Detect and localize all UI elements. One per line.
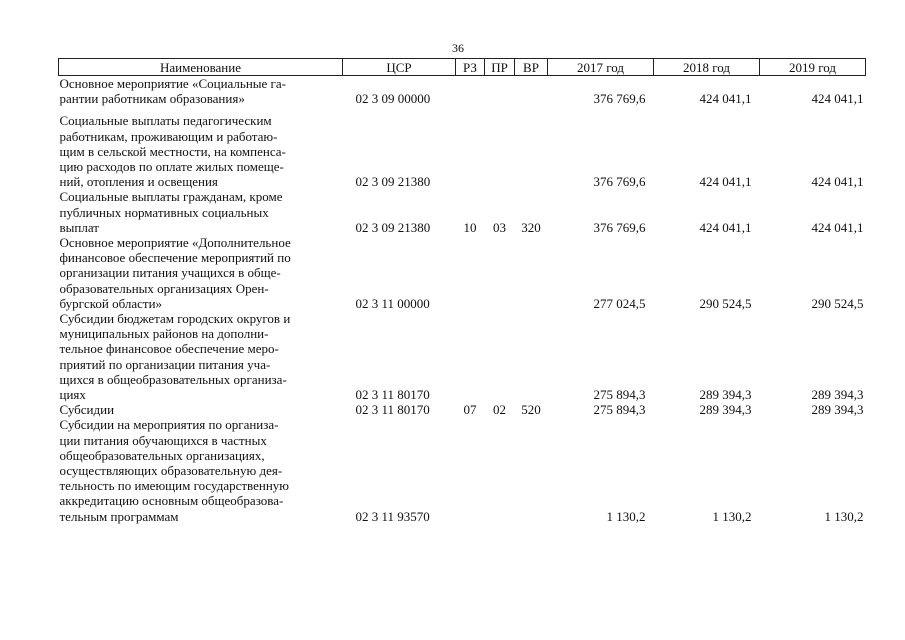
- name-line: рантии работникам образования»: [59, 91, 245, 107]
- cell-name: [59, 235, 343, 311]
- cell-pr: [485, 76, 515, 107]
- name-line: тельность по имеющим государственную: [59, 478, 289, 494]
- name-line: работникам, проживающим и работаю-: [59, 128, 278, 144]
- table-header: [59, 59, 866, 76]
- table-row: [59, 402, 866, 417]
- cell-name: [59, 402, 343, 417]
- header-rz: РЗ: [456, 59, 485, 76]
- cell-2019: 424 041,1: [811, 174, 864, 190]
- name-line: Субсидии бюджетам городских округов и: [59, 311, 291, 327]
- table-row: [59, 106, 866, 189]
- header-2017: 2017 год: [548, 59, 654, 76]
- cell-rz: [456, 106, 485, 189]
- cell-2018: 424 041,1: [699, 174, 752, 190]
- cell-vr: [515, 76, 548, 107]
- cell-2018: 290 524,5: [699, 295, 752, 311]
- cell-2017: 275 894,3: [593, 387, 646, 403]
- cell-vr: [515, 311, 548, 402]
- cell-2018: 424 041,1: [699, 91, 752, 107]
- name-line: Субсидии: [59, 402, 115, 418]
- cell-vr: [515, 417, 548, 523]
- name-line: Основное мероприятие «Социальные га-: [59, 76, 286, 91]
- cell-name: [59, 417, 343, 523]
- cell-csr: 02 3 09 21380: [355, 174, 431, 190]
- cell-vr: 520: [521, 402, 541, 418]
- cell-rz: 10: [463, 219, 477, 235]
- header-vr: ВР: [515, 59, 548, 76]
- page-number: 36: [452, 41, 464, 55]
- name-line: приятий по организации питания уча-: [59, 356, 271, 372]
- cell-name: [59, 76, 343, 107]
- name-line: цию расходов по оплате жилых помеще-: [59, 159, 284, 175]
- cell-2019: 424 041,1: [811, 91, 864, 107]
- cell-2017: 275 894,3: [593, 402, 646, 418]
- cell-pr: 03: [493, 219, 506, 235]
- name-line: общеобразовательных организациях,: [59, 447, 265, 463]
- cell-2019: 290 524,5: [811, 295, 864, 311]
- cell-csr: 02 3 11 80170: [355, 387, 430, 403]
- cell-vr: 320: [521, 219, 541, 235]
- cell-vr: [515, 106, 548, 189]
- cell-rz: 07: [463, 402, 477, 418]
- cell-pr: [485, 235, 515, 311]
- name-line: тельное финансовое обеспечение меро-: [59, 341, 279, 357]
- cell-2017: 277 024,5: [593, 295, 646, 311]
- cell-vr: [515, 235, 548, 311]
- table-body: [59, 76, 866, 524]
- cell-rz: [456, 311, 485, 402]
- name-line: щихся в общеобразовательных организа-: [59, 371, 287, 387]
- budget-table: [58, 58, 866, 524]
- table-row: [59, 417, 866, 523]
- header-name: Наименование: [59, 59, 343, 76]
- cell-2017: 376 769,6: [593, 91, 646, 107]
- header-csr: ЦСР: [343, 59, 456, 76]
- name-line: ции питания обучающихся в частных: [59, 432, 267, 448]
- cell-2018: 1 130,2: [712, 508, 752, 524]
- cell-name: [59, 106, 343, 189]
- cell-2019: 424 041,1: [811, 219, 864, 235]
- name-line: организации питания учащихся в обще-: [59, 265, 281, 281]
- cell-2017: 376 769,6: [593, 219, 646, 235]
- name-line: финансовое обеспечение мероприятий по: [59, 250, 291, 266]
- cell-csr: 02 3 11 00000: [355, 295, 430, 311]
- cell-2019: 289 394,3: [811, 402, 864, 418]
- cell-2017: 1 130,2: [606, 508, 646, 524]
- name-line: выплат: [59, 219, 99, 235]
- cell-name: [59, 189, 343, 235]
- header-2018: 2018 год: [654, 59, 760, 76]
- header-2019: 2019 год: [760, 59, 866, 76]
- cell-2017: 376 769,6: [593, 174, 646, 190]
- cell-csr: 02 3 11 93570: [355, 508, 430, 524]
- table-row: [59, 311, 866, 402]
- name-line: бургской области»: [59, 295, 163, 311]
- name-line: Субсидии на мероприятия по организа-: [59, 417, 279, 433]
- name-line: образовательных организациях Орен-: [59, 280, 269, 296]
- cell-name: [59, 311, 343, 402]
- cell-csr: 02 3 11 80170: [355, 402, 430, 418]
- cell-2019: 1 130,2: [824, 508, 864, 524]
- cell-csr: 02 3 09 00000: [355, 91, 431, 107]
- name-line: щим в сельской местности, на компенса-: [59, 143, 286, 159]
- name-line: ний, отопления и освещения: [59, 174, 218, 190]
- table-row: [59, 189, 866, 235]
- cell-pr: [485, 417, 515, 523]
- header-pr: ПР: [485, 59, 515, 76]
- table-row: [59, 235, 866, 311]
- cell-2018: 289 394,3: [699, 387, 752, 403]
- cell-rz: [456, 417, 485, 523]
- cell-pr: 02: [493, 402, 506, 418]
- name-line: Социальные выплаты педагогическим: [59, 113, 272, 129]
- name-line: публичных нормативных социальных: [59, 204, 269, 220]
- cell-2018: 424 041,1: [699, 219, 752, 235]
- name-line: муниципальных районов на дополни-: [59, 326, 269, 342]
- name-line: аккредитацию основным общеобразова-: [59, 493, 284, 509]
- name-line: осуществляющих образовательную дея-: [59, 463, 283, 479]
- name-line: Основное мероприятие «Дополнительное: [59, 235, 291, 251]
- name-line: Социальные выплаты гражданам, кроме: [59, 189, 283, 205]
- cell-rz: [456, 76, 485, 107]
- header-row: [59, 59, 866, 76]
- cell-2019: 289 394,3: [811, 387, 864, 403]
- cell-pr: [485, 311, 515, 402]
- table-row: [59, 76, 866, 107]
- cell-rz: [456, 235, 485, 311]
- name-line: тельным программам: [59, 508, 179, 524]
- cell-pr: [485, 106, 515, 189]
- cell-csr: 02 3 09 21380: [355, 219, 431, 235]
- name-line: циях: [59, 387, 86, 403]
- cell-2018: 289 394,3: [699, 402, 752, 418]
